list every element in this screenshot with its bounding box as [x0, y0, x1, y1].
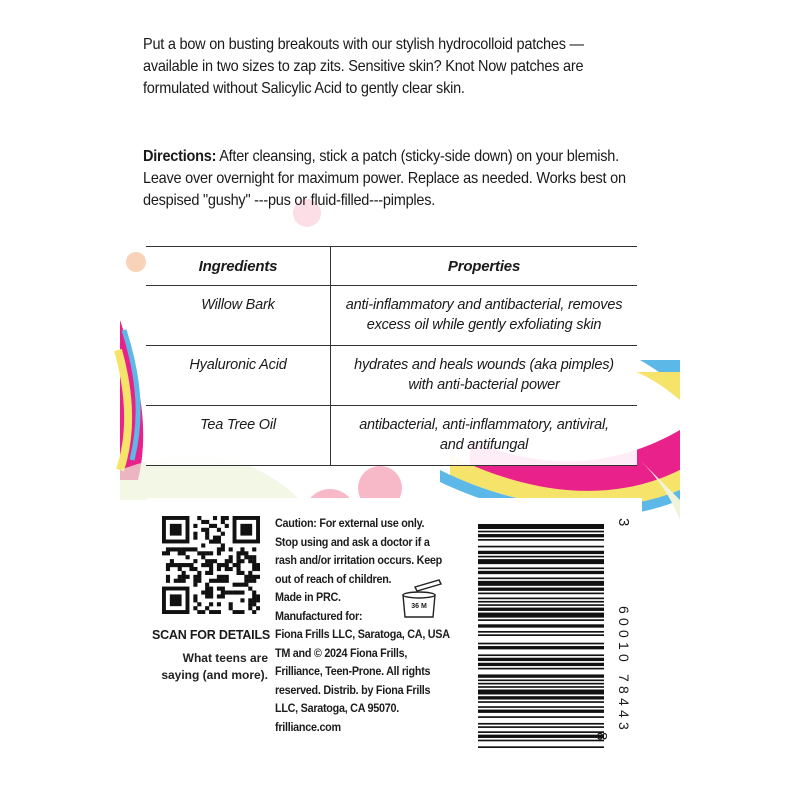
- swirl-right-yellow: [636, 372, 680, 400]
- ingredient-cell: Tea Tree Oil: [146, 406, 331, 466]
- property-cell: [331, 286, 638, 346]
- caution-line: Made in PRC.: [275, 590, 341, 604]
- teens-line-2: saying (and more).: [161, 668, 268, 682]
- pao-label: 36 M: [411, 603, 427, 610]
- barcode-left-digit: 8: [593, 732, 610, 741]
- property-line: with anti-bacterial power: [408, 377, 560, 393]
- table-header-row: [146, 247, 637, 286]
- directions-text: [143, 146, 636, 212]
- caution-line: frilliance.com: [275, 719, 341, 734]
- caution-line: out of reach of children.: [275, 571, 392, 586]
- caution-line: Fiona Frills LLC, Saratoga, CA, USA: [275, 627, 450, 641]
- table-row: [146, 346, 637, 406]
- open-jar-icon: [395, 577, 443, 619]
- caution-line: Manufactured for:: [275, 608, 363, 623]
- directions-line-1: [143, 146, 636, 168]
- ingredient-cell: Hyaluronic Acid: [146, 346, 331, 406]
- teens-text: [158, 650, 268, 684]
- header-ingredients: Ingredients: [146, 247, 331, 286]
- directions-line-2: Leave over overnight for maximum power. Replace as needed. Works best on: [143, 170, 626, 187]
- property-line: hydrates and heals wounds (aka pimples): [354, 357, 614, 373]
- table-row: [146, 406, 637, 466]
- directions-label: Directions:: [143, 148, 217, 165]
- caution-line: Stop using and ask a doctor if a: [275, 534, 430, 549]
- property-line: antibacterial, anti-inflammatory, antiviral,: [359, 417, 609, 433]
- qr-code-icon[interactable]: [162, 516, 260, 614]
- scan-label: SCAN FOR DETAILS: [151, 628, 271, 642]
- directions-line-3: despised "gushy" ---pus or fluid-filled---pimples.: [143, 192, 436, 209]
- directions-line-1-text: After cleansing, stick a patch (sticky-side down) on your blemish.: [216, 148, 619, 165]
- ingredients-table: [146, 246, 637, 466]
- caution-line: reserved. Distrib. by Fiona Frills: [275, 682, 431, 697]
- intro-line-2: available in two sizes to zap zits. Sensitive skin? Knot Now patches are: [143, 58, 584, 75]
- bubble-left: [126, 252, 146, 272]
- barcode-right-digit: 3: [615, 518, 632, 527]
- property-line: and antifungal: [439, 437, 529, 453]
- caution-line: TM and © 2024 Fiona Frills,: [275, 645, 408, 660]
- header-properties: Properties: [331, 247, 638, 286]
- caution-line: Frilliance, Teen-Prone. All rights: [275, 664, 431, 678]
- intro-text: [143, 34, 627, 100]
- caution-line: rash and/or irritation occurs. Keep: [275, 553, 443, 567]
- teens-line-1: What teens are: [182, 651, 268, 665]
- property-cell: [331, 346, 638, 406]
- caution-line: Caution: For external use only.: [275, 516, 425, 530]
- intro-line-1: Put a bow on busting breakouts with our stylish hydrocolloid patches —: [143, 36, 584, 53]
- property-line: anti-inflammatory and antibacterial, removes: [345, 297, 623, 313]
- table-row: [146, 286, 637, 346]
- property-cell: [331, 406, 638, 466]
- barcode-number: 60010 78443: [616, 606, 632, 734]
- caution-text: [275, 514, 455, 736]
- barcode: [478, 524, 604, 748]
- caution-line: LLC, Saratoga, CA 95070.: [275, 701, 399, 715]
- property-line: excess oil while gently exfoliating skin: [366, 317, 602, 333]
- ingredient-cell: Willow Bark: [146, 286, 331, 346]
- intro-line-3: formulated without Salicylic Acid to gently clear skin.: [143, 80, 465, 97]
